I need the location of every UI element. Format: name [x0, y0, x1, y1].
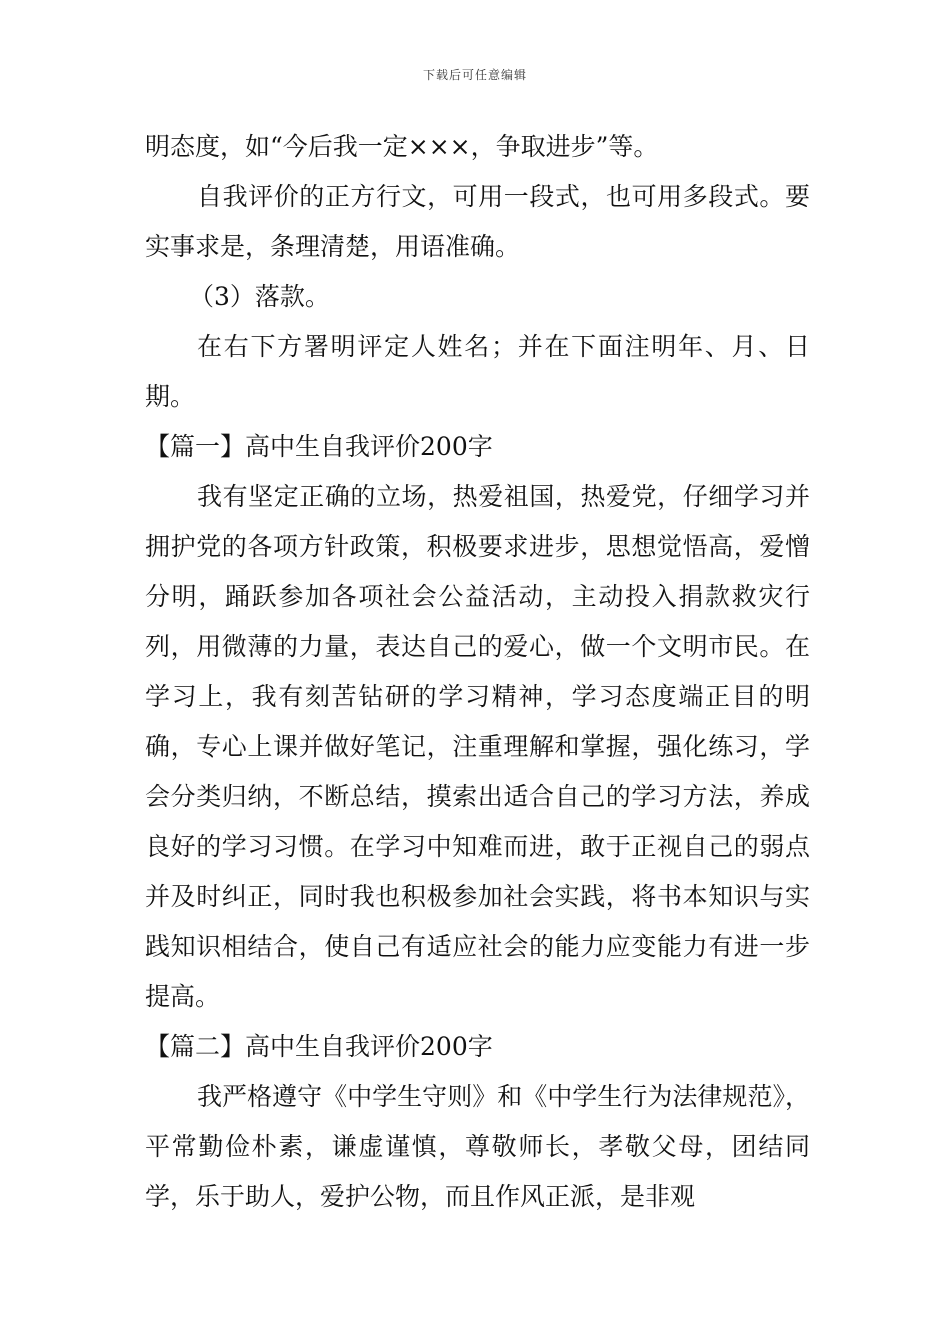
paragraph-signature-heading: （3）落款。: [189, 282, 330, 311]
section-heading-two: 【篇二】高中生自我评价200字: [145, 1032, 493, 1061]
paragraph-body-format: 自我评价的正方行文，可用一段式，也可用多段式。要实事求是，条理清楚，用语准确。: [145, 182, 810, 261]
paragraph-sample-one: 我有坚定正确的立场，热爱祖国，热爱党，仔细学习并拥护党的各项方针政策，积极要求进步，思想觉悟高，爱憎分明，踊跃参加各项社会公益活动，主动投入捐款救灾行列，用微薄的力量，表达自己的爱心，做一个文明市民。在学习上，我有刻苦钻研的学习精神，学习态度端正目的明确，专心上课并做好笔记，注重理解和掌握，强化练习，学会分类归纳，不断总结，摸索出适合自己的学习方法，养成良好的学习习惯。在学习中知难而进，敢于正视自己的弱点并及时纠正，同时我也积极参加社会实践，将书本知识与实践知识相结合，使自己有适应社会的能力应变能力有进一步提高。: [145, 482, 810, 1011]
paragraph-signature: 在右下方署明评定人姓名；并在下面注明年、月、日期。: [145, 332, 810, 411]
document-body: [145, 122, 810, 1222]
section-heading-one: 【篇一】高中生自我评价200字: [145, 432, 493, 461]
paragraph-sample-two: 我严格遵守《中学生守则》和《中学生行为法律规范》，平常勤俭朴素，谦虚谨慎，尊敬师长，孝敬父母，团结同学，乐于助人，爱护公物，而且作风正派，是非观: [145, 1082, 810, 1211]
paragraph-attitude: 明态度，如“今后我一定×××，争取进步”等。: [145, 132, 659, 161]
header-note: 下载后可任意编辑: [422, 68, 527, 82]
